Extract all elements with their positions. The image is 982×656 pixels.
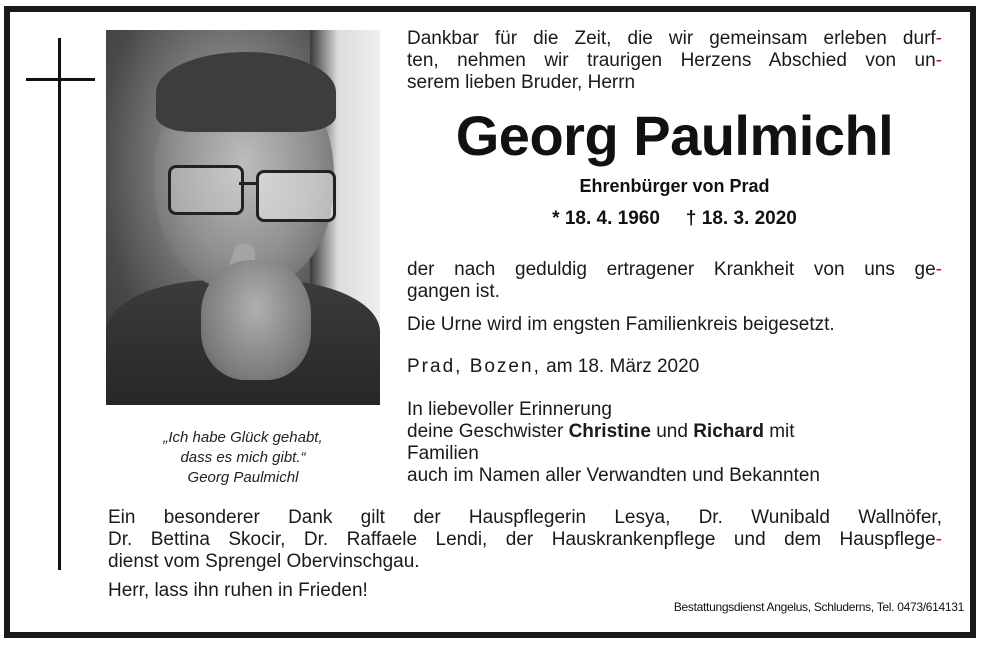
- hyphen: -: [935, 259, 942, 280]
- deceased-name: Georg Paulmichl: [455, 104, 894, 167]
- hyphen: -: [935, 28, 942, 49]
- passing-text: der nach geduldig ertragener Krankheit von uns ge- gangen ist.: [407, 259, 942, 302]
- urn-text: Die Urne wird im engsten Familienkreis beigesetzt.: [407, 314, 835, 335]
- hyphen: -: [935, 529, 942, 550]
- date: am 18. März 2020: [546, 356, 700, 377]
- quote-line: dass es mich gibt.“: [180, 449, 306, 466]
- place-date: [407, 356, 942, 378]
- life-dates: [407, 208, 942, 230]
- sibling-name: Richard: [693, 421, 764, 442]
- cross-icon-bar: [26, 78, 95, 81]
- place: Prad, Bozen,: [407, 356, 541, 377]
- birth-date: * 18. 4. 1960: [552, 208, 660, 229]
- memory-text: In liebevoller Erinnerung deine Geschwister Christine und Richard mit Familien auch im Namen aller Verwandten und Bekannten: [407, 399, 820, 486]
- portrait-photo: [106, 30, 380, 405]
- portrait-quote: [106, 428, 380, 488]
- funeral-service: Bestattungsdienst Angelus, Schluderns, Tel. 0473/614131: [673, 600, 964, 614]
- quote-author: Georg Paulmichl: [187, 469, 299, 486]
- cross-icon: [58, 38, 61, 570]
- honorary-title: Ehrenbürger von Prad: [579, 176, 770, 196]
- hyphen: -: [935, 50, 942, 71]
- quote-line: „Ich habe Glück gehabt,: [163, 429, 323, 446]
- death-date: † 18. 3. 2020: [685, 208, 797, 229]
- closing-prayer: Herr, lass ihn ruhen in Frieden!: [108, 580, 368, 601]
- sibling-name: Christine: [568, 421, 651, 442]
- intro-text: Dankbar für die Zeit, die wir gemeinsam erleben durf- ten, nehmen wir traurigen Herzens Abschied von un- serem lieben Bruder, Herrn: [407, 28, 942, 93]
- thanks-text: Ein besonderer Dank gilt der Hauspflegerin Lesya, Dr. Wunibald Wallnöfer, Dr. Bettina Skocir, Dr. Raffaele Lendi, der Hauskrankenpflege und dem Hauspflege- dienst vom Sprengel Obervinschgau.: [108, 507, 942, 572]
